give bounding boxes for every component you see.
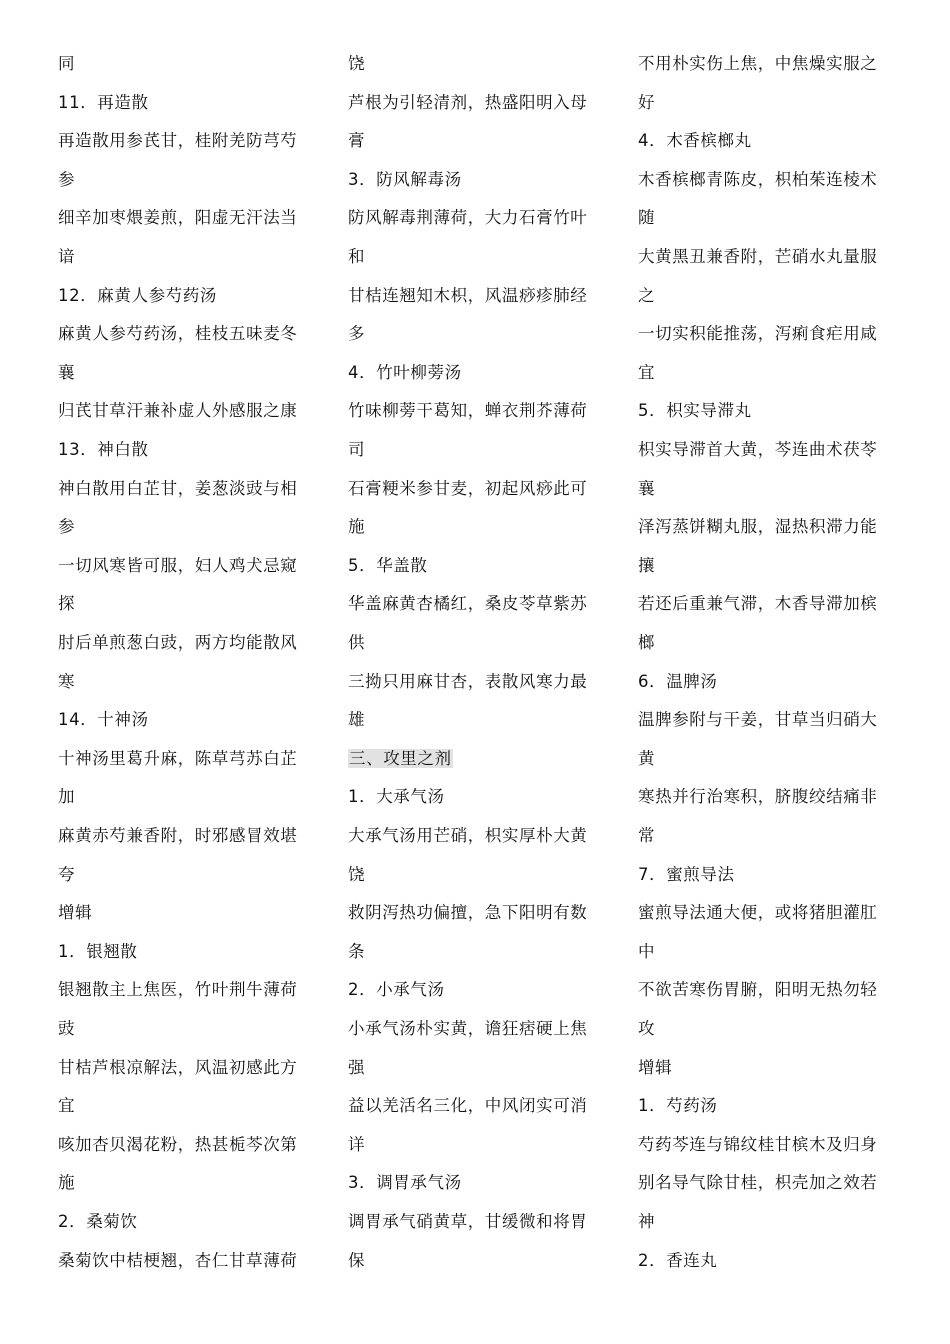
text-line: 归芪甘草汗兼补虚人外感服之康 — [58, 401, 298, 420]
text-line: 桑菊饮中桔梗翘，杏仁甘草薄荷 — [58, 1251, 298, 1270]
text-line: 若还后重兼气滞，木香导滞加槟 — [638, 594, 878, 613]
item-heading: 5．枳实导滞丸 — [638, 401, 752, 420]
text-line: 大承气汤用芒硝，枳实厚朴大黄 — [348, 826, 588, 845]
text-line: 施 — [348, 517, 366, 536]
item-heading: 2．小承气汤 — [348, 980, 445, 999]
item-heading: 增辑 — [638, 1058, 673, 1077]
text-line: 咳加杏贝渴花粉，热甚栀芩次第 — [58, 1135, 298, 1154]
text-line: 多 — [348, 324, 366, 343]
text-line: 三拗只用麻甘杏，表散风寒力最 — [348, 672, 588, 691]
item-heading: 12．麻黄人参芍药汤 — [58, 286, 217, 305]
item-heading: 4．竹叶柳蒡汤 — [348, 363, 462, 382]
text-line: 麻黄赤芍兼香附，时邪感冒效堪 — [58, 826, 298, 845]
text-line: 保 — [348, 1251, 366, 1270]
text-line: 详 — [348, 1135, 366, 1154]
text-line: 银翘散主上焦医，竹叶荆牛薄荷 — [58, 980, 298, 999]
text-line: 豉 — [58, 1019, 76, 1038]
item-heading: 1．芍药汤 — [638, 1096, 718, 1115]
item-heading: 5．华盖散 — [348, 556, 428, 575]
text-line: 强 — [348, 1058, 366, 1077]
text-line: 肘后单煎葱白豉，两方均能散风 — [58, 633, 298, 652]
text-line: 谙 — [58, 247, 76, 266]
item-heading: 1．银翘散 — [58, 942, 138, 961]
text-line: 大黄黑丑兼香附，芒硝水丸量服 — [638, 247, 878, 266]
item-heading: 3．防风解毒汤 — [348, 170, 462, 189]
section-heading — [348, 748, 453, 770]
text-line: 供 — [348, 633, 366, 652]
text-line: 一切风寒皆可服，妇人鸡犬忌窥 — [58, 556, 298, 575]
text-line: 夸 — [58, 865, 76, 884]
text-line: 宜 — [58, 1096, 76, 1115]
item-heading: 14．十神汤 — [58, 710, 149, 729]
text-line: 寒 — [58, 672, 76, 691]
text-line: 麻黄人参芍药汤，桂枝五味麦冬 — [58, 324, 298, 343]
text-line: 攻 — [638, 1019, 656, 1038]
text-line: 防风解毒荆薄荷，大力石膏竹叶 — [348, 208, 588, 227]
text-line: 宜 — [638, 363, 656, 382]
text-line: 襄 — [58, 363, 76, 382]
text-line: 饶 — [348, 54, 366, 73]
text-line: 司 — [348, 440, 366, 459]
text-line: 芦根为引轻清剂，热盛阳明入母 — [348, 93, 588, 112]
text-line: 不欲苦寒伤胃腑，阳明无热勿轻 — [638, 980, 878, 999]
text-line: 竹味柳蒡干葛知，蝉衣荆芥薄荷 — [348, 401, 588, 420]
text-line: 中 — [638, 942, 656, 961]
text-line: 再造散用参芪甘，桂附羌防芎芍 — [58, 131, 298, 150]
text-line: 泽泻蒸饼糊丸服，湿热积滞力能 — [638, 517, 878, 536]
text-line: 救阴泻热功偏擅，急下阳明有数 — [348, 903, 588, 922]
text-line: 神白散用白芷甘，姜葱淡豉与相 — [58, 479, 298, 498]
item-heading: 1．大承气汤 — [348, 787, 445, 806]
text-line: 之 — [638, 286, 656, 305]
text-line: 调胃承气硝黄草，甘缓微和将胃 — [348, 1212, 588, 1231]
item-heading: 4．木香槟榔丸 — [638, 131, 752, 150]
text-line: 和 — [348, 247, 366, 266]
text-line: 蜜煎导法通大便，或将猪胆灌肛 — [638, 903, 878, 922]
text-line: 榔 — [638, 633, 656, 652]
text-line: 常 — [638, 826, 656, 845]
item-heading: 2．香连丸 — [638, 1251, 718, 1270]
text-line: 石膏粳米参甘麦，初起风痧此可 — [348, 479, 588, 498]
text-line: 襄 — [638, 479, 656, 498]
text-line: 参 — [58, 170, 76, 189]
text-line: 寒热并行治寒积，脐腹绞结痛非 — [638, 787, 878, 806]
text-line: 温脾参附与干姜，甘草当归硝大 — [638, 710, 878, 729]
text-line: 加 — [58, 787, 76, 806]
text-line: 雄 — [348, 710, 366, 729]
text-line: 黄 — [638, 749, 656, 768]
text-line: 神 — [638, 1212, 656, 1231]
item-heading: 11．再造散 — [58, 93, 149, 112]
item-heading: 3．调胃承气汤 — [348, 1173, 462, 1192]
text-line: 别名导气除甘桂，枳壳加之效若 — [638, 1173, 878, 1192]
text-line: 条 — [348, 942, 366, 961]
text-line: 探 — [58, 594, 76, 613]
text-line: 木香槟榔青陈皮，枳柏茱连棱术 — [638, 170, 878, 189]
text-line: 华盖麻黄杏橘红，桑皮苓草紫苏 — [348, 594, 588, 613]
text-line: 益以羌活名三化，中风闭实可消 — [348, 1096, 588, 1115]
text-line: 同 — [58, 54, 76, 73]
item-heading: 6．温脾汤 — [638, 672, 718, 691]
highlighted-heading-text: 三、攻里之剂 — [349, 749, 452, 768]
text-line: 膏 — [348, 131, 366, 150]
text-line: 攘 — [638, 556, 656, 575]
text-line: 随 — [638, 208, 656, 227]
text-line: 小承气汤朴实黄，谵狂痞硬上焦 — [348, 1019, 588, 1038]
text-line: 饶 — [348, 865, 366, 884]
item-heading: 增辑 — [58, 903, 93, 922]
item-heading: 2．桑菊饮 — [58, 1212, 138, 1231]
text-line: 甘桔芦根凉解法，风温初感此方 — [58, 1058, 298, 1077]
text-line: 好 — [638, 93, 656, 112]
item-heading: 13．神白散 — [58, 440, 149, 459]
text-line: 一切实积能推荡，泻痢食疟用咸 — [638, 324, 878, 343]
text-line: 施 — [58, 1173, 76, 1192]
text-line: 参 — [58, 517, 76, 536]
text-line: 不用朴实伤上焦，中焦燥实服之 — [638, 54, 878, 73]
text-line: 枳实导滞首大黄，芩连曲术茯苓 — [638, 440, 878, 459]
text-line: 细辛加枣煨姜煎，阳虚无汗法当 — [58, 208, 298, 227]
item-heading: 7．蜜煎导法 — [638, 865, 735, 884]
text-line: 甘桔连翘知木枳，风温痧疹肺经 — [348, 286, 588, 305]
text-line: 十神汤里葛升麻，陈草芎苏白芷 — [58, 749, 298, 768]
text-line: 芍药芩连与锦纹桂甘槟木及归身 — [638, 1135, 878, 1154]
